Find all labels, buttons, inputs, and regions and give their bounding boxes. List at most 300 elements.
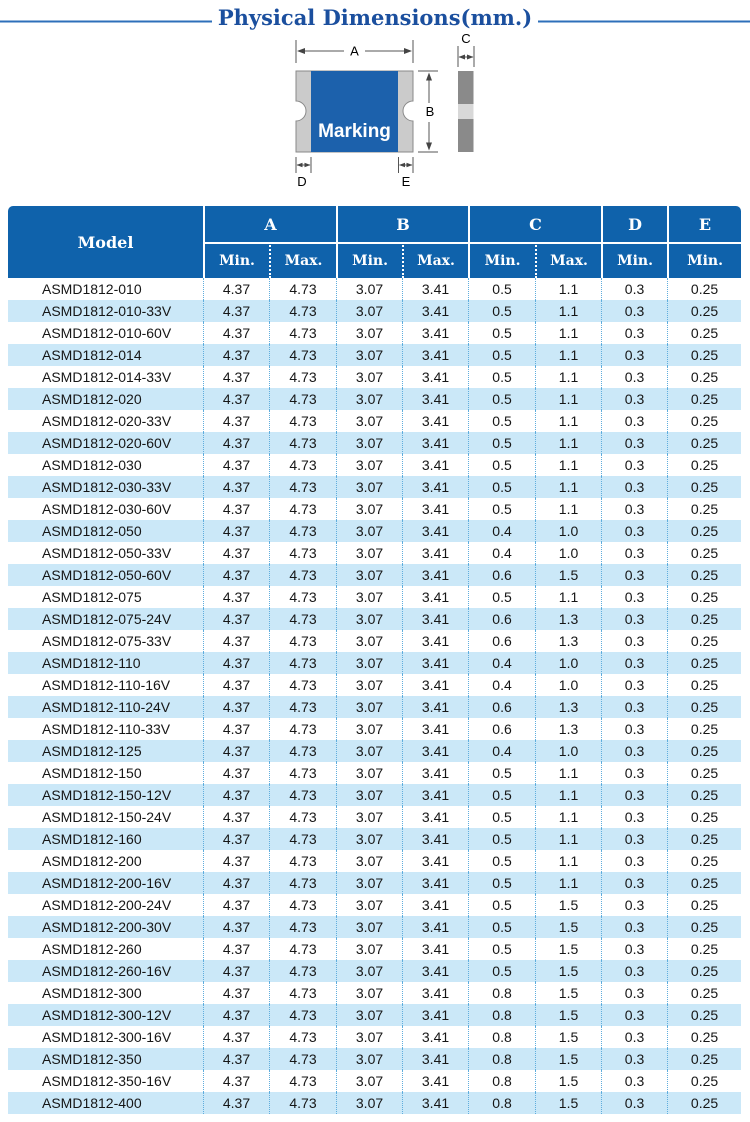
a-max-cell: 4.73	[269, 982, 336, 1004]
c-max-cell: 1.5	[535, 960, 601, 982]
a-min-cell: 4.37	[203, 322, 269, 344]
b-min-cell: 3.07	[336, 498, 402, 520]
b-max-cell: 3.41	[402, 1004, 468, 1026]
c-min-cell: 0.4	[468, 652, 535, 674]
a-min-cell: 4.37	[203, 1048, 269, 1070]
model-cell: ASMD1812-075-24V	[42, 611, 172, 627]
c-max-cell: 1.3	[535, 696, 601, 718]
d-min-cell: 0.3	[601, 1048, 667, 1070]
b-min-cell: 3.07	[336, 278, 402, 300]
model-cell: ASMD1812-260	[42, 941, 142, 957]
e-min-cell: 0.25	[667, 542, 741, 564]
table-row	[8, 476, 741, 498]
c-max-cell: 1.1	[535, 498, 601, 520]
e-min-cell: 0.25	[667, 630, 741, 652]
d-min-cell: 0.3	[601, 344, 667, 366]
a-max-cell: 4.73	[269, 454, 336, 476]
b-min-cell: 3.07	[336, 300, 402, 322]
b-min-cell: 3.07	[336, 1004, 402, 1026]
e-min-cell: 0.25	[667, 366, 741, 388]
model-cell: ASMD1812-014	[42, 347, 142, 363]
dimensions-table	[8, 206, 741, 1114]
a-max-cell: 4.73	[269, 872, 336, 894]
e-min-cell: 0.25	[667, 696, 741, 718]
e-min-cell: 0.25	[667, 432, 741, 454]
dim-c-arrow-left-icon	[459, 55, 466, 60]
table-row	[8, 982, 741, 1004]
b-max-cell: 3.41	[402, 366, 468, 388]
model-cell: ASMD1812-010-33V	[42, 303, 172, 319]
e-min-cell: 0.25	[667, 476, 741, 498]
b-max-cell: 3.41	[402, 872, 468, 894]
b-max-cell: 3.41	[402, 1092, 468, 1114]
b-max-cell: 3.41	[402, 652, 468, 674]
b-min-cell: 3.07	[336, 894, 402, 916]
a-max-cell: 4.73	[269, 1092, 336, 1114]
c-max-cell: 1.5	[535, 1092, 601, 1114]
model-cell: ASMD1812-350	[42, 1051, 142, 1067]
table-row	[8, 630, 741, 652]
model-cell: ASMD1812-020-33V	[42, 413, 172, 429]
c-max-cell: 1.1	[535, 784, 601, 806]
model-cell: ASMD1812-200-24V	[42, 897, 172, 913]
a-max-cell: 4.73	[269, 806, 336, 828]
b-min-cell: 3.07	[336, 564, 402, 586]
table-row	[8, 278, 741, 300]
d-min-cell: 0.3	[601, 608, 667, 630]
table-row	[8, 344, 741, 366]
model-cell: ASMD1812-010-60V	[42, 325, 172, 341]
table-row	[8, 762, 741, 784]
b-min-cell: 3.07	[336, 696, 402, 718]
e-min-cell: 0.25	[667, 454, 741, 476]
dim-c-arrow-right-icon	[467, 55, 474, 60]
b-max-cell: 3.41	[402, 916, 468, 938]
b-max-cell: 3.41	[402, 432, 468, 454]
c-min-cell: 0.5	[468, 784, 535, 806]
e-min-cell: 0.25	[667, 740, 741, 762]
model-cell: ASMD1812-030	[42, 457, 142, 473]
a-max-cell: 4.73	[269, 586, 336, 608]
table-row	[8, 300, 741, 322]
e-min-cell: 0.25	[667, 806, 741, 828]
b-max-cell: 3.41	[402, 388, 468, 410]
dim-b-arrow-top-icon	[426, 73, 432, 81]
model-cell: ASMD1812-075-33V	[42, 633, 172, 649]
title-rule-left-icon	[0, 5, 212, 31]
model-cell: ASMD1812-050-60V	[42, 567, 172, 583]
b-min-cell: 3.07	[336, 432, 402, 454]
d-min-cell: 0.3	[601, 542, 667, 564]
subheader-c-max: Max.	[535, 242, 601, 278]
d-min-cell: 0.3	[601, 718, 667, 740]
a-max-cell: 4.73	[269, 740, 336, 762]
a-max-cell: 4.73	[269, 630, 336, 652]
side-view-band	[458, 104, 474, 119]
c-min-cell: 0.6	[468, 630, 535, 652]
table-row	[8, 1092, 741, 1114]
d-min-cell: 0.3	[601, 850, 667, 872]
c-max-cell: 1.1	[535, 278, 601, 300]
subheader-a-min: Min.	[203, 242, 269, 278]
c-min-cell: 0.6	[468, 696, 535, 718]
table-row	[8, 784, 741, 806]
table-row	[8, 674, 741, 696]
b-min-cell: 3.07	[336, 344, 402, 366]
dim-e-arrow-right-icon	[407, 163, 413, 168]
e-min-cell: 0.25	[667, 278, 741, 300]
a-max-cell: 4.73	[269, 784, 336, 806]
b-max-cell: 3.41	[402, 960, 468, 982]
b-max-cell: 3.41	[402, 938, 468, 960]
e-min-cell: 0.25	[667, 960, 741, 982]
a-min-cell: 4.37	[203, 806, 269, 828]
a-max-cell: 4.73	[269, 322, 336, 344]
b-min-cell: 3.07	[336, 322, 402, 344]
b-min-cell: 3.07	[336, 828, 402, 850]
table-header	[8, 206, 741, 278]
c-max-cell: 1.5	[535, 1048, 601, 1070]
d-min-cell: 0.3	[601, 388, 667, 410]
c-max-cell: 1.1	[535, 322, 601, 344]
e-min-cell: 0.25	[667, 410, 741, 432]
a-max-cell: 4.73	[269, 828, 336, 850]
b-max-cell: 3.41	[402, 1026, 468, 1048]
d-min-cell: 0.3	[601, 498, 667, 520]
a-min-cell: 4.37	[203, 1092, 269, 1114]
dim-label-a: A	[350, 43, 359, 59]
c-max-cell: 1.1	[535, 850, 601, 872]
c-max-cell: 1.1	[535, 872, 601, 894]
b-max-cell: 3.41	[402, 564, 468, 586]
a-min-cell: 4.37	[203, 1004, 269, 1026]
b-min-cell: 3.07	[336, 938, 402, 960]
table-row	[8, 696, 741, 718]
a-min-cell: 4.37	[203, 674, 269, 696]
c-max-cell: 1.1	[535, 476, 601, 498]
dim-label-e: E	[401, 174, 411, 189]
c-max-cell: 1.3	[535, 608, 601, 630]
model-cell: ASMD1812-014-33V	[42, 369, 172, 385]
b-min-cell: 3.07	[336, 806, 402, 828]
c-min-cell: 0.5	[468, 586, 535, 608]
c-max-cell: 1.1	[535, 366, 601, 388]
table-row	[8, 388, 741, 410]
b-max-cell: 3.41	[402, 586, 468, 608]
b-max-cell: 3.41	[402, 630, 468, 652]
c-max-cell: 1.5	[535, 564, 601, 586]
a-max-cell: 4.73	[269, 410, 336, 432]
table-row	[8, 1070, 741, 1092]
b-min-cell: 3.07	[336, 652, 402, 674]
e-min-cell: 0.25	[667, 652, 741, 674]
c-min-cell: 0.5	[468, 454, 535, 476]
section-title	[0, 4, 750, 32]
c-max-cell: 1.1	[535, 454, 601, 476]
b-min-cell: 3.07	[336, 388, 402, 410]
e-min-cell: 0.25	[667, 828, 741, 850]
table-row	[8, 366, 741, 388]
table-row	[8, 806, 741, 828]
e-min-cell: 0.25	[667, 982, 741, 1004]
b-max-cell: 3.41	[402, 850, 468, 872]
c-max-cell: 1.0	[535, 740, 601, 762]
c-max-cell: 1.1	[535, 586, 601, 608]
subheader-e-min: Min.	[667, 242, 741, 278]
table-row	[8, 322, 741, 344]
table-row	[8, 938, 741, 960]
title-rule-right-icon	[538, 5, 750, 31]
table-row	[8, 1026, 741, 1048]
c-max-cell: 1.1	[535, 388, 601, 410]
a-min-cell: 4.37	[203, 784, 269, 806]
d-min-cell: 0.3	[601, 564, 667, 586]
a-min-cell: 4.37	[203, 872, 269, 894]
a-max-cell: 4.73	[269, 652, 336, 674]
b-max-cell: 3.41	[402, 542, 468, 564]
dim-label-c: C	[461, 31, 471, 46]
a-min-cell: 4.37	[203, 850, 269, 872]
e-min-cell: 0.25	[667, 498, 741, 520]
model-cell: ASMD1812-150-24V	[42, 809, 172, 825]
table-body	[8, 278, 741, 1114]
table-row	[8, 586, 741, 608]
e-min-cell: 0.25	[667, 388, 741, 410]
b-max-cell: 3.41	[402, 718, 468, 740]
a-min-cell: 4.37	[203, 828, 269, 850]
c-max-cell: 1.1	[535, 806, 601, 828]
table-row	[8, 718, 741, 740]
b-min-cell: 3.07	[336, 630, 402, 652]
d-min-cell: 0.3	[601, 1026, 667, 1048]
b-min-cell: 3.07	[336, 454, 402, 476]
e-min-cell: 0.25	[667, 894, 741, 916]
a-min-cell: 4.37	[203, 432, 269, 454]
d-min-cell: 0.3	[601, 762, 667, 784]
c-min-cell: 0.5	[468, 300, 535, 322]
c-max-cell: 1.5	[535, 938, 601, 960]
model-cell: ASMD1812-200-30V	[42, 919, 172, 935]
d-min-cell: 0.3	[601, 674, 667, 696]
a-max-cell: 4.73	[269, 894, 336, 916]
a-min-cell: 4.37	[203, 762, 269, 784]
model-cell: ASMD1812-110-16V	[42, 677, 171, 693]
table-row	[8, 564, 741, 586]
e-min-cell: 0.25	[667, 1070, 741, 1092]
a-max-cell: 4.73	[269, 366, 336, 388]
model-cell: ASMD1812-200	[42, 853, 142, 869]
b-max-cell: 3.41	[402, 410, 468, 432]
model-cell: ASMD1812-010	[42, 281, 142, 297]
c-min-cell: 0.5	[468, 828, 535, 850]
subheader-b-min: Min.	[336, 242, 402, 278]
d-min-cell: 0.3	[601, 696, 667, 718]
d-min-cell: 0.3	[601, 740, 667, 762]
c-min-cell: 0.5	[468, 850, 535, 872]
c-max-cell: 1.1	[535, 300, 601, 322]
a-max-cell: 4.73	[269, 960, 336, 982]
a-min-cell: 4.37	[203, 938, 269, 960]
a-max-cell: 4.73	[269, 564, 336, 586]
a-min-cell: 4.37	[203, 542, 269, 564]
b-max-cell: 3.41	[402, 454, 468, 476]
a-max-cell: 4.73	[269, 696, 336, 718]
b-max-cell: 3.41	[402, 278, 468, 300]
table-row	[8, 410, 741, 432]
a-max-cell: 4.73	[269, 278, 336, 300]
c-min-cell: 0.6	[468, 608, 535, 630]
b-min-cell: 3.07	[336, 718, 402, 740]
d-min-cell: 0.3	[601, 586, 667, 608]
a-max-cell: 4.73	[269, 520, 336, 542]
c-max-cell: 1.5	[535, 894, 601, 916]
d-min-cell: 0.3	[601, 1070, 667, 1092]
subheader-a-max: Max.	[269, 242, 336, 278]
b-max-cell: 3.41	[402, 894, 468, 916]
d-min-cell: 0.3	[601, 300, 667, 322]
c-min-cell: 0.5	[468, 410, 535, 432]
d-min-cell: 0.3	[601, 630, 667, 652]
a-max-cell: 4.73	[269, 916, 336, 938]
b-min-cell: 3.07	[336, 1026, 402, 1048]
a-max-cell: 4.73	[269, 344, 336, 366]
c-min-cell: 0.8	[468, 1004, 535, 1026]
c-min-cell: 0.4	[468, 520, 535, 542]
b-max-cell: 3.41	[402, 520, 468, 542]
a-max-cell: 4.73	[269, 498, 336, 520]
subheader-d-min: Min.	[601, 242, 667, 278]
a-min-cell: 4.37	[203, 1070, 269, 1092]
c-min-cell: 0.8	[468, 1092, 535, 1114]
subheader-c-min: Min.	[468, 242, 535, 278]
c-min-cell: 0.6	[468, 564, 535, 586]
b-max-cell: 3.41	[402, 344, 468, 366]
b-max-cell: 3.41	[402, 608, 468, 630]
c-min-cell: 0.8	[468, 982, 535, 1004]
d-min-cell: 0.3	[601, 982, 667, 1004]
d-min-cell: 0.3	[601, 960, 667, 982]
a-min-cell: 4.37	[203, 344, 269, 366]
b-max-cell: 3.41	[402, 784, 468, 806]
b-max-cell: 3.41	[402, 982, 468, 1004]
a-max-cell: 4.73	[269, 432, 336, 454]
d-min-cell: 0.3	[601, 828, 667, 850]
dim-label-b: B	[425, 104, 435, 119]
a-min-cell: 4.37	[203, 960, 269, 982]
e-min-cell: 0.25	[667, 938, 741, 960]
col-header-model: Model	[8, 206, 203, 278]
b-max-cell: 3.41	[402, 498, 468, 520]
c-min-cell: 0.5	[468, 894, 535, 916]
d-min-cell: 0.3	[601, 1092, 667, 1114]
e-min-cell: 0.25	[667, 916, 741, 938]
c-min-cell: 0.5	[468, 278, 535, 300]
dim-a-arrow-left-icon	[297, 48, 305, 54]
table-row	[8, 1004, 741, 1026]
c-max-cell: 1.1	[535, 432, 601, 454]
a-min-cell: 4.37	[203, 388, 269, 410]
col-header-e: E	[667, 206, 741, 242]
c-max-cell: 1.5	[535, 1070, 601, 1092]
b-max-cell: 3.41	[402, 1070, 468, 1092]
e-min-cell: 0.25	[667, 586, 741, 608]
b-min-cell: 3.07	[336, 740, 402, 762]
d-min-cell: 0.3	[601, 784, 667, 806]
c-max-cell: 1.0	[535, 520, 601, 542]
e-min-cell: 0.25	[667, 608, 741, 630]
model-cell: ASMD1812-110	[42, 655, 141, 671]
col-header-a: A	[203, 206, 336, 242]
model-cell: ASMD1812-125	[42, 743, 142, 759]
e-min-cell: 0.25	[667, 564, 741, 586]
d-min-cell: 0.3	[601, 916, 667, 938]
a-min-cell: 4.37	[203, 696, 269, 718]
dim-a-arrow-right-icon	[404, 48, 412, 54]
model-cell: ASMD1812-150-12V	[42, 787, 172, 803]
b-min-cell: 3.07	[336, 476, 402, 498]
a-min-cell: 4.37	[203, 520, 269, 542]
marking-label: Marking	[318, 121, 391, 142]
c-min-cell: 0.4	[468, 740, 535, 762]
a-min-cell: 4.37	[203, 410, 269, 432]
a-max-cell: 4.73	[269, 718, 336, 740]
b-max-cell: 3.41	[402, 740, 468, 762]
model-cell: ASMD1812-050	[42, 523, 142, 539]
subheader-b-max: Max.	[402, 242, 468, 278]
b-max-cell: 3.41	[402, 674, 468, 696]
b-max-cell: 3.41	[402, 476, 468, 498]
model-cell: ASMD1812-350-16V	[42, 1073, 172, 1089]
a-max-cell: 4.73	[269, 674, 336, 696]
b-min-cell: 3.07	[336, 850, 402, 872]
e-min-cell: 0.25	[667, 784, 741, 806]
c-min-cell: 0.8	[468, 1026, 535, 1048]
c-min-cell: 0.8	[468, 1070, 535, 1092]
b-min-cell: 3.07	[336, 366, 402, 388]
c-max-cell: 1.3	[535, 630, 601, 652]
model-cell: ASMD1812-300	[42, 985, 142, 1001]
c-min-cell: 0.5	[468, 432, 535, 454]
b-min-cell: 3.07	[336, 960, 402, 982]
a-max-cell: 4.73	[269, 542, 336, 564]
e-min-cell: 0.25	[667, 674, 741, 696]
b-min-cell: 3.07	[336, 982, 402, 1004]
a-min-cell: 4.37	[203, 300, 269, 322]
b-min-cell: 3.07	[336, 1092, 402, 1114]
e-min-cell: 0.25	[667, 850, 741, 872]
model-cell: ASMD1812-020	[42, 391, 142, 407]
d-min-cell: 0.3	[601, 520, 667, 542]
table-row	[8, 916, 741, 938]
e-min-cell: 0.25	[667, 520, 741, 542]
b-min-cell: 3.07	[336, 608, 402, 630]
model-cell: ASMD1812-400	[42, 1095, 142, 1111]
c-min-cell: 0.5	[468, 498, 535, 520]
e-min-cell: 0.25	[667, 322, 741, 344]
b-min-cell: 3.07	[336, 1048, 402, 1070]
model-cell: ASMD1812-300-12V	[42, 1007, 172, 1023]
d-min-cell: 0.3	[601, 366, 667, 388]
b-min-cell: 3.07	[336, 586, 402, 608]
a-min-cell: 4.37	[203, 630, 269, 652]
b-max-cell: 3.41	[402, 696, 468, 718]
e-min-cell: 0.25	[667, 718, 741, 740]
model-cell: ASMD1812-030-60V	[42, 501, 172, 517]
a-min-cell: 4.37	[203, 652, 269, 674]
table-row	[8, 454, 741, 476]
table-row	[8, 872, 741, 894]
b-max-cell: 3.41	[402, 762, 468, 784]
